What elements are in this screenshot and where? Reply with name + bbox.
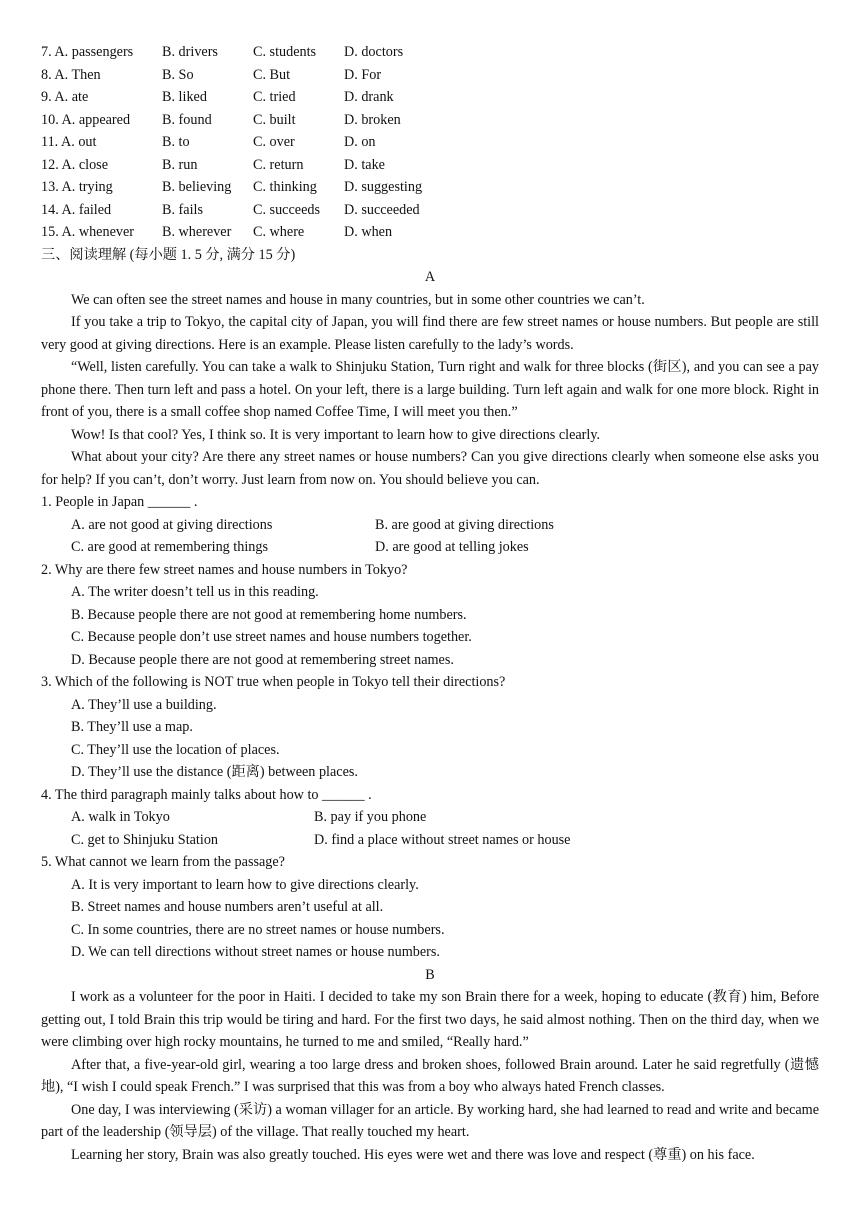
option-b: B. run (162, 156, 198, 173)
option-a: 13. A. trying (41, 179, 113, 195)
option-b: B. are good at giving directions (375, 516, 554, 533)
question-stem: 5. What cannot we learn from the passage? (41, 854, 285, 870)
exam-page (41, 41, 819, 1166)
passage-a-paragraph: We can often see the street names and house in many countries, but in some other countries we can’t. (71, 291, 645, 308)
option-d: D. doctors (344, 44, 404, 60)
option-a: 7. A. passengers (41, 44, 134, 60)
option-c: C. built (253, 111, 296, 128)
section-title: 三、阅读理解 (每小题 1. 5 分, 满分 15 分) (41, 246, 296, 263)
question-1 (41, 491, 819, 559)
option-b: B. drivers (162, 44, 218, 60)
question-2 (41, 559, 819, 672)
passage-b-paragraph: Learning her story, Brain was also greatly touched. His eyes were wet and there was love and respect (尊重) on his face. (71, 1146, 755, 1163)
option-c: C. where (253, 224, 305, 240)
option-c: C. In some countries, there are no street names or house numbers. (71, 921, 445, 938)
option-d: D. when (344, 224, 393, 240)
cloze-options (41, 41, 819, 244)
option-a: A. They’ll use a building. (71, 696, 217, 713)
passage-a-label: A (424, 269, 436, 285)
option-d: D. find a place without street names or house (314, 831, 571, 848)
option-a: A. are not good at giving directions (71, 516, 273, 533)
option-a: 12. A. close (41, 156, 108, 173)
option-a: A. It is very important to learn how to give directions clearly. (71, 876, 419, 893)
passage-a-paragraph: What about your city? Are there any street names or house numbers? Can you give directions clearly when someone else asks you for help? If you can’t, don’t worry. Just learn from now on. You should believe you can. (41, 449, 819, 488)
option-c: C. tried (253, 89, 296, 105)
option-d: D. We can tell directions without street names or house numbers. (71, 944, 440, 960)
option-b: B. They’ll use a map. (71, 719, 193, 735)
option-d: D. drank (344, 89, 394, 105)
option-row (41, 829, 819, 852)
option-b: B. to (162, 134, 190, 150)
option-d: D. broken (344, 111, 401, 128)
option-row (41, 806, 819, 829)
option-a: 11. A. out (41, 134, 97, 150)
passage-b-paragraph: After that, a five-year-old girl, wearing a too large dress and broken shoes, followed Brain around. Later he said regretfully (遗憾地), “I wish I could speak French.” I was surprised that this was from a boy who always hated French classes. (41, 1056, 819, 1095)
passage-a-paragraph: If you take a trip to Tokyo, the capital city of Japan, you will find there are few street names or house numbers. But people are still very good at giving directions. Here is an example. Please listen carefully to the lady’s words. (41, 314, 819, 353)
question-stem: 2. Why are there few street names and house numbers in Tokyo? (41, 561, 408, 578)
option-c: C. over (253, 134, 295, 150)
option-b: B. believing (162, 179, 232, 195)
option-d: D. Because people there are not good at remembering street names. (71, 651, 454, 668)
question-stem: 1. People in Japan ______ . (41, 494, 198, 510)
option-d: D. For (344, 66, 382, 83)
option-d: D. suggesting (344, 179, 423, 195)
option-c: C. get to Shinjuku Station (71, 831, 219, 848)
passage-b-label: B (425, 966, 435, 983)
option-b: B. Street names and house numbers aren’t useful at all. (71, 899, 384, 915)
cloze-row (41, 199, 819, 222)
option-row (41, 536, 819, 559)
option-c: C. thinking (253, 179, 317, 195)
passage-b-paragraph: One day, I was interviewing (采访) a woman villager for an article. By working hard, she had learned to read and write and became part of the leadership (领导层) of the village. That really touched my heart. (41, 1101, 819, 1140)
option-d: D. take (344, 156, 385, 173)
option-a: 8. A. Then (41, 66, 101, 83)
option-b: B. found (162, 111, 212, 128)
cloze-row (41, 86, 819, 109)
passage-a-paragraph: “Well, listen carefully. You can take a walk to Shinjuku Station, Turn right and walk for three blocks (街区), and you can see a pay phone there. Then turn left and pass a hotel. On your left, there is a large building. Turn left again and walk for one more block. Right in front of you, there is a small coffee shop named Coffee Time, I will meet you then.” (41, 359, 819, 420)
option-b: B. So (162, 66, 194, 83)
option-d: D. succeeded (344, 201, 420, 218)
passage-b-paragraph: I work as a volunteer for the poor in Haiti. I decided to take my son Brain there for a week, hoping to educate (教育) him, Before getting out, I told Brain this trip would be tiring and hard. For the first two days, he said almost nothing. Then on the third day, when we were climbing over high rocky mountains, he turned to me and smiled, “Really hard.” (41, 989, 819, 1050)
option-b: B. wherever (162, 224, 232, 240)
question-stem: 3. Which of the following is NOT true when people in Tokyo tell their directions? (41, 674, 506, 690)
cloze-row (41, 176, 819, 199)
option-a: 10. A. appeared (41, 111, 131, 128)
option-b: B. fails (162, 201, 203, 218)
option-row (41, 514, 819, 537)
cloze-row (41, 64, 819, 87)
option-a: 14. A. failed (41, 201, 112, 218)
option-c: C. They’ll use the location of places. (71, 741, 280, 758)
option-b: B. pay if you phone (314, 809, 427, 825)
cloze-row (41, 154, 819, 177)
question-4 (41, 784, 819, 852)
option-c: C. return (253, 156, 304, 173)
option-d: D. on (344, 134, 376, 150)
option-b: B. liked (162, 89, 207, 105)
option-c: C. But (253, 66, 291, 83)
option-c: C. are good at remembering things (71, 539, 268, 555)
question-stem: 4. The third paragraph mainly talks about how to ______ . (41, 786, 372, 803)
passage-a-paragraph: Wow! Is that cool? Yes, I think so. It is very important to learn how to give directions clearly. (71, 426, 601, 443)
option-a: A. walk in Tokyo (71, 809, 170, 825)
option-a: 9. A. ate (41, 89, 89, 105)
option-a: 15. A. whenever (41, 224, 134, 240)
cloze-row (41, 131, 819, 154)
option-c: C. students (253, 44, 317, 60)
option-d: D. They’ll use the distance (距离) between places. (71, 764, 358, 780)
option-c: C. Because people don’t use street names and house numbers together. (71, 629, 472, 645)
option-a: A. The writer doesn’t tell us in this reading. (71, 584, 319, 600)
option-b: B. Because people there are not good at remembering home numbers. (71, 606, 467, 623)
cloze-row (41, 221, 819, 244)
question-3 (41, 671, 819, 784)
option-c: C. succeeds (253, 201, 320, 218)
question-5 (41, 851, 819, 964)
cloze-row (41, 41, 819, 64)
option-d: D. are good at telling jokes (375, 539, 529, 555)
cloze-row (41, 109, 819, 132)
